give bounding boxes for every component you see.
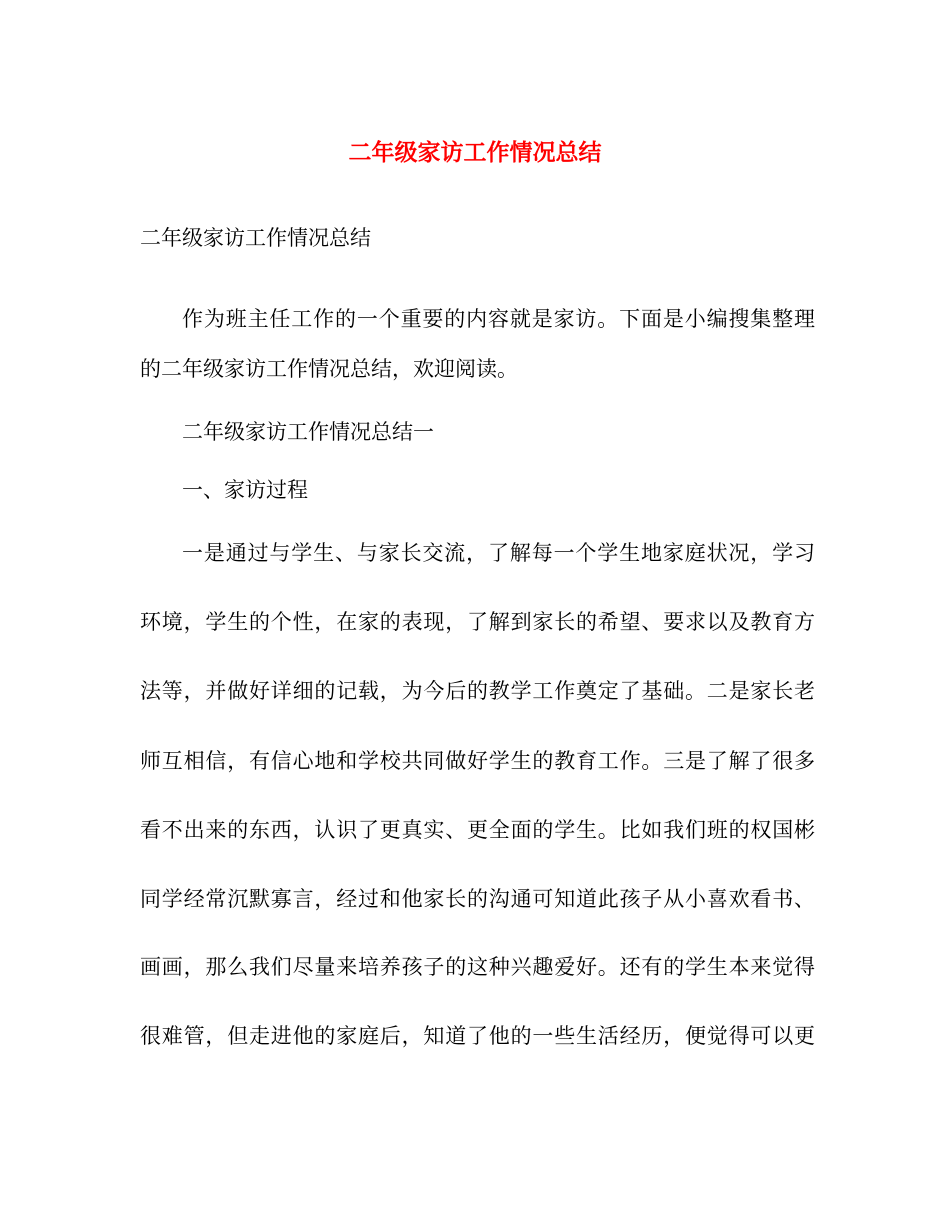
subtitle-line: 二年级家访工作情况总结 (140, 226, 371, 250)
section-heading: 二年级家访工作情况总结一 (182, 420, 434, 444)
paragraph-line: 环境，学生的个性，在家的表现，了解到家长的希望、要求以及教育方 (140, 610, 815, 634)
paragraph-line: 的二年级家访工作情况总结，欢迎阅读。 (140, 357, 518, 381)
paragraph-line: 作为班主任工作的一个重要的内容就是家访。下面是小编搜集整理 (182, 307, 815, 331)
document-title: 二年级家访工作情况总结 (348, 139, 602, 166)
paragraph-line: 同学经常沉默寡言，经过和他家长的沟通可知道此孩子从小喜欢看书、 (140, 887, 815, 911)
paragraph-line: 看不出来的东西，认识了更真实、更全面的学生。比如我们班的权国彬 (140, 818, 815, 842)
paragraph-line: 一是通过与学生、与家长交流，了解每一个学生地家庭状况，学习 (182, 541, 815, 565)
paragraph-line: 师互相信，有信心地和学校共同做好学生的教育工作。三是了解了很多 (140, 749, 815, 773)
paragraph-line: 法等，并做好详细的记载，为今后的教学工作奠定了基础。二是家长老 (140, 679, 815, 703)
paragraph-line: 画画，那么我们尽量来培养孩子的这种兴趣爱好。还有的学生本来觉得 (140, 955, 815, 979)
paragraph-line: 很难管，但走进他的家庭后，知道了他的一些生活经历，便觉得可以更 (140, 1024, 815, 1048)
section-heading: 一、家访过程 (182, 478, 308, 502)
